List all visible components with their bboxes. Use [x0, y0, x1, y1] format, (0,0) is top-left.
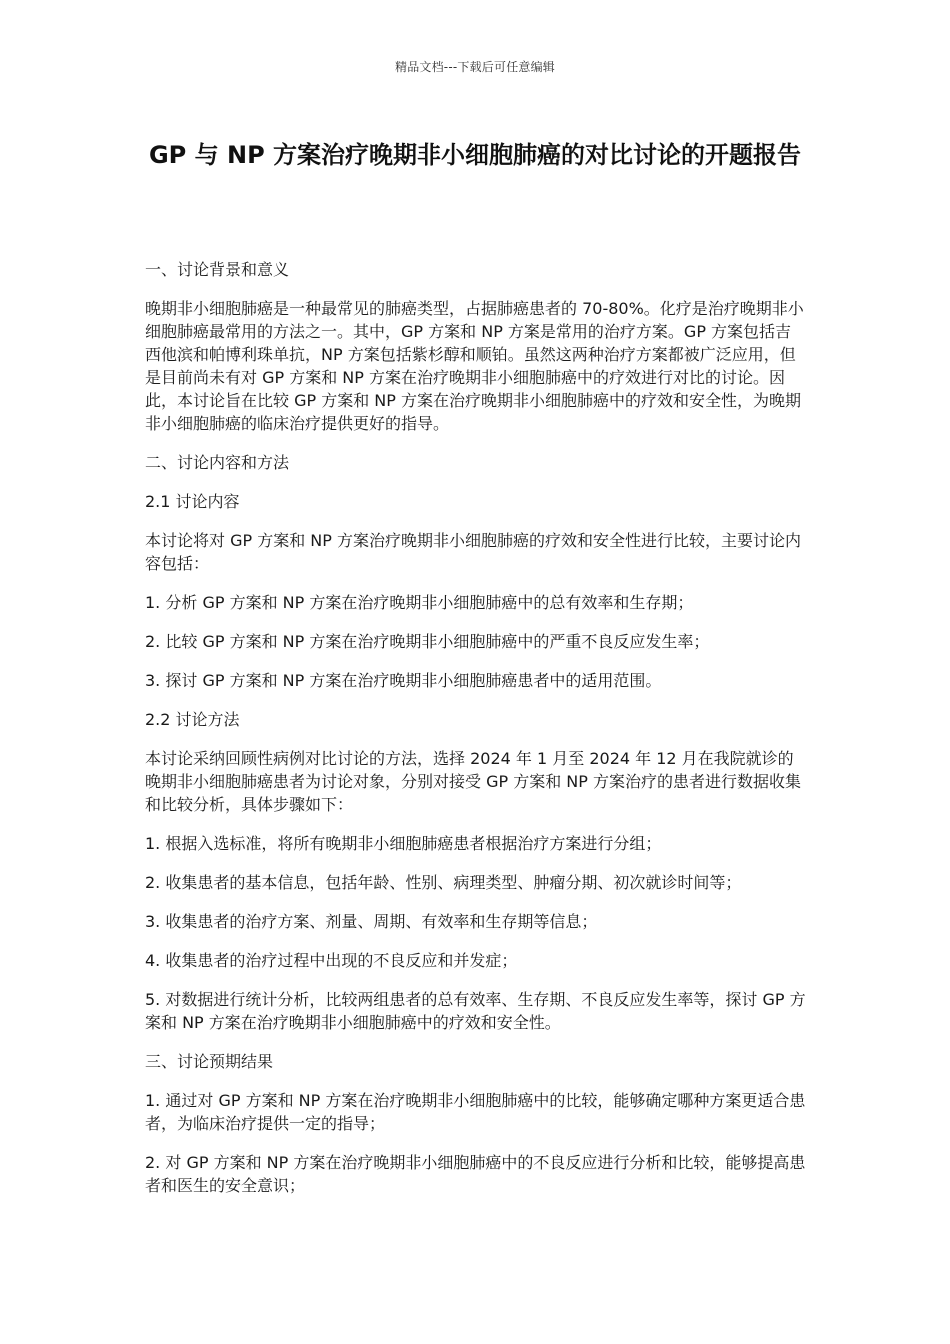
list-item: 5. 对数据进行统计分析，比较两组患者的总有效率、生存期、不良反应发生率等，探讨 GP 方案和 NP 方案在治疗晚期非小细胞肺癌中的疗效和安全性。: [145, 990, 806, 1032]
subheading-method: 2.2 讨论方法: [145, 710, 240, 729]
paragraph-method-intro: 本讨论采纳回顾性病例对比讨论的方法，选择 2024 年 1 月至 2024 年 12 月在我院就诊的晚期非小细胞肺癌患者为讨论对象，分别对接受 GP 方案和 NP 方案治疗的患者进行数据收集和比较分析，具体步骤如下：: [145, 749, 802, 814]
list-item: 2. 比较 GP 方案和 NP 方案在治疗晚期非小细胞肺癌中的严重不良反应发生率；: [145, 632, 710, 651]
paragraph-content-intro: 本讨论将对 GP 方案和 NP 方案治疗晚期非小细胞肺癌的疗效和安全性进行比较，主要讨论内容包括：: [145, 531, 802, 573]
list-item: 4. 收集患者的治疗过程中出现的不良反应和并发症；: [145, 951, 518, 970]
list-item: 1. 根据入选标准，将所有晚期非小细胞肺癌患者根据治疗方案进行分组；: [145, 834, 662, 853]
list-item: 3. 收集患者的治疗方案、剂量、周期、有效率和生存期等信息；: [145, 912, 598, 931]
header-note: 精品文档---下载后可任意编辑: [395, 60, 555, 74]
section-heading-content-method: 二、讨论内容和方法: [145, 453, 290, 472]
list-item: 3. 探讨 GP 方案和 NP 方案在治疗晚期非小细胞肺癌患者中的适用范围。: [145, 671, 662, 690]
subheading-content: 2.1 讨论内容: [145, 492, 240, 511]
paragraph-background: 晚期非小细胞肺癌是一种最常见的肺癌类型，占据肺癌患者的 70-80%。化疗是治疗晚期非小细胞肺癌最常用的方法之一。其中，GP 方案和 NP 方案是常用的治疗方案。GP 方案包括吉西他滨和帕博利珠单抗，NP 方案包括紫杉醇和顺铂。虽然这两种治疗方案都被广泛应用，但是目前尚未有对 GP 方案和 NP 方案在治疗晚期非小细胞肺癌中的疗效进行对比的讨论。因此，本讨论旨在比较 GP 方案和 NP 方案在治疗晚期非小细胞肺癌中的疗效和安全性，为晚期非小细胞肺癌的临床治疗提供更好的指导。: [145, 299, 804, 433]
section-heading-expected-results: 三、讨论预期结果: [145, 1052, 274, 1071]
list-item: 1. 通过对 GP 方案和 NP 方案在治疗晚期非小细胞肺癌中的比较，能够确定哪种方案更适合患者，为临床治疗提供一定的指导；: [145, 1091, 806, 1133]
list-item: 2. 收集患者的基本信息，包括年龄、性别、病理类型、肿瘤分期、初次就诊时间等；: [145, 873, 742, 892]
document-body: [145, 258, 807, 1213]
section-heading-background: 一、讨论背景和意义: [145, 260, 290, 279]
list-item: 2. 对 GP 方案和 NP 方案在治疗晚期非小细胞肺癌中的不良反应进行分析和比较，能够提高患者和医生的安全意识；: [145, 1153, 806, 1195]
list-item: 1. 分析 GP 方案和 NP 方案在治疗晚期非小细胞肺癌中的总有效率和生存期；: [145, 593, 694, 612]
document-title: GP 与 NP 方案治疗晚期非小细胞肺癌的对比讨论的开题报告: [148, 141, 802, 169]
